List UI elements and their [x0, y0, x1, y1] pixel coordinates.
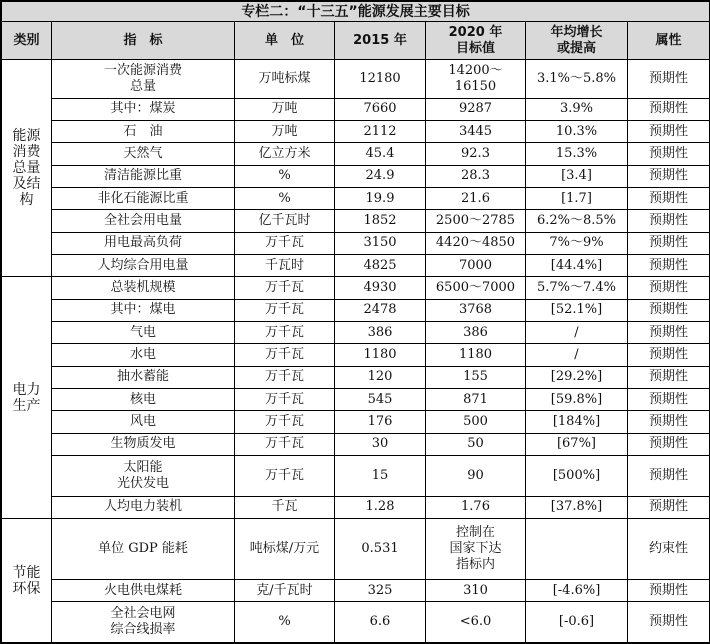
- attribute-cell: 预期性: [628, 210, 710, 232]
- unit-cell: 万千瓦: [235, 433, 335, 455]
- annual-growth-cell: [184%]: [526, 411, 628, 433]
- table-header-row: [2, 22, 710, 60]
- category-cell: [2, 60, 52, 277]
- target-2020-cell: 3445: [426, 120, 526, 142]
- attribute-cell: 约束性: [628, 519, 710, 580]
- annual-growth-cell: [-0.6]: [526, 602, 628, 643]
- indicator-cell: 清洁能源比重: [52, 165, 235, 187]
- indicator-cell: 火电供电煤耗: [52, 580, 235, 602]
- indicator-cell: 非化石能源比重: [52, 187, 235, 209]
- attribute-cell: 预期性: [628, 165, 710, 187]
- annual-growth-cell: [59.8%]: [526, 389, 628, 411]
- indicator-cell: 石 油: [52, 120, 235, 142]
- target-2020-cell: 14200～ 16150: [426, 60, 526, 99]
- unit-cell: 万千瓦: [235, 411, 335, 433]
- value-2015-cell: 30: [335, 433, 426, 455]
- annual-growth-cell: [526, 519, 628, 580]
- annual-growth-cell: [500%]: [526, 456, 628, 497]
- table-row: [2, 143, 710, 165]
- target-2020-cell: 9287: [426, 98, 526, 120]
- table-row: [2, 210, 710, 232]
- value-2015-cell: 176: [335, 411, 426, 433]
- table-row: [2, 187, 710, 209]
- value-2015-cell: 7660: [335, 98, 426, 120]
- header-category: 类别: [2, 22, 52, 60]
- annual-growth-cell: [3.4]: [526, 165, 628, 187]
- target-2020-cell: 50: [426, 433, 526, 455]
- value-2015-cell: 1.28: [335, 496, 426, 518]
- annual-growth-cell: [44.4%]: [526, 255, 628, 277]
- attribute-cell: 预期性: [628, 255, 710, 277]
- indicator-cell: 人均电力装机: [52, 496, 235, 518]
- value-2015-cell: 3150: [335, 232, 426, 254]
- annual-growth-cell: 3.1%～5.8%: [526, 60, 628, 99]
- value-2015-cell: 19.9: [335, 187, 426, 209]
- annual-growth-cell: [1.7]: [526, 187, 628, 209]
- table-row: [2, 389, 710, 411]
- target-2020-cell: 4420～4850: [426, 232, 526, 254]
- table-body: [2, 60, 710, 643]
- unit-cell: 吨标煤/万元: [235, 519, 335, 580]
- attribute-cell: 预期性: [628, 456, 710, 497]
- unit-cell: 万千瓦: [235, 456, 335, 497]
- attribute-cell: 预期性: [628, 143, 710, 165]
- attribute-cell: 预期性: [628, 602, 710, 643]
- table-row: [2, 322, 710, 344]
- header-2015: 2015 年: [335, 22, 426, 60]
- annual-growth-cell: [52.1%]: [526, 299, 628, 321]
- table-title: 专栏二：“十三五”能源发展主要目标: [2, 2, 710, 22]
- annual-growth-cell: /: [526, 344, 628, 366]
- unit-cell: %: [235, 602, 335, 643]
- value-2015-cell: 15: [335, 456, 426, 497]
- table-row: [2, 120, 710, 142]
- annual-growth-cell: 5.7%～7.4%: [526, 277, 628, 299]
- indicator-cell: 单位 GDP 能耗: [52, 519, 235, 580]
- indicator-cell: 气电: [52, 322, 235, 344]
- target-2020-cell: 21.6: [426, 187, 526, 209]
- attribute-cell: 预期性: [628, 389, 710, 411]
- annual-growth-cell: [37.8%]: [526, 496, 628, 518]
- value-2015-cell: 1180: [335, 344, 426, 366]
- annual-growth-cell: /: [526, 322, 628, 344]
- unit-cell: 亿立方米: [235, 143, 335, 165]
- table-row: [2, 456, 710, 497]
- header-2020-target: 2020 年 目标值: [426, 22, 526, 60]
- attribute-cell: 预期性: [628, 277, 710, 299]
- unit-cell: 万吨: [235, 120, 335, 142]
- unit-cell: 亿千瓦时: [235, 210, 335, 232]
- unit-cell: %: [235, 165, 335, 187]
- attribute-cell: 预期性: [628, 187, 710, 209]
- target-2020-cell: 310: [426, 580, 526, 602]
- value-2015-cell: 24.9: [335, 165, 426, 187]
- table-row: [2, 519, 710, 580]
- table-title-row: [2, 2, 710, 22]
- header-annual-growth: 年均增长 或提高: [526, 22, 628, 60]
- target-2020-cell: 1180: [426, 344, 526, 366]
- unit-cell: 万吨: [235, 98, 335, 120]
- table-row: [2, 433, 710, 455]
- attribute-cell: 预期性: [628, 60, 710, 99]
- table-row: [2, 232, 710, 254]
- target-2020-cell: 92.3: [426, 143, 526, 165]
- value-2015-cell: 4930: [335, 277, 426, 299]
- indicator-cell: 核电: [52, 389, 235, 411]
- header-attribute: 属性: [628, 22, 710, 60]
- annual-growth-cell: [67%]: [526, 433, 628, 455]
- unit-cell: 万千瓦: [235, 344, 335, 366]
- attribute-cell: 预期性: [628, 344, 710, 366]
- indicator-cell: 其中：煤电: [52, 299, 235, 321]
- unit-cell: 万千瓦: [235, 389, 335, 411]
- annual-growth-cell: 10.3%: [526, 120, 628, 142]
- indicator-cell: 生物质发电: [52, 433, 235, 455]
- value-2015-cell: 2112: [335, 120, 426, 142]
- target-2020-cell: 2500～2785: [426, 210, 526, 232]
- attribute-cell: 预期性: [628, 580, 710, 602]
- target-2020-cell: 1.76: [426, 496, 526, 518]
- header-unit: 单 位: [235, 22, 335, 60]
- unit-cell: 千瓦时: [235, 255, 335, 277]
- unit-cell: %: [235, 187, 335, 209]
- target-2020-cell: <6.0: [426, 602, 526, 643]
- target-2020-cell: 3768: [426, 299, 526, 321]
- indicator-cell: 水电: [52, 344, 235, 366]
- target-2020-cell: 7000: [426, 255, 526, 277]
- indicator-cell: 天然气: [52, 143, 235, 165]
- value-2015-cell: 386: [335, 322, 426, 344]
- category-cell: [2, 519, 52, 643]
- attribute-cell: 预期性: [628, 322, 710, 344]
- unit-cell: 万千瓦: [235, 299, 335, 321]
- attribute-cell: 预期性: [628, 433, 710, 455]
- value-2015-cell: 4825: [335, 255, 426, 277]
- annual-growth-cell: [29.2%]: [526, 366, 628, 388]
- annual-growth-cell: [-4.6%]: [526, 580, 628, 602]
- table-row: [2, 411, 710, 433]
- attribute-cell: 预期性: [628, 299, 710, 321]
- indicator-cell: 一次能源消费 总量: [52, 60, 235, 99]
- category-label: 电力生产: [12, 381, 41, 414]
- attribute-cell: 预期性: [628, 366, 710, 388]
- table-row: [2, 165, 710, 187]
- annual-growth-cell: 7%～9%: [526, 232, 628, 254]
- category-cell: [2, 277, 52, 519]
- indicator-cell: 人均综合用电量: [52, 255, 235, 277]
- unit-cell: 万千瓦: [235, 366, 335, 388]
- table-row: [2, 299, 710, 321]
- header-indicator: 指 标: [52, 22, 235, 60]
- attribute-cell: 预期性: [628, 496, 710, 518]
- target-2020-cell: 控制在 国家下达 指标内: [426, 519, 526, 580]
- table-row: [2, 277, 710, 299]
- target-2020-cell: 155: [426, 366, 526, 388]
- attribute-cell: 预期性: [628, 411, 710, 433]
- indicator-cell: 太阳能 光伏发电: [52, 456, 235, 497]
- table-row: [2, 366, 710, 388]
- attribute-cell: 预期性: [628, 120, 710, 142]
- value-2015-cell: 12180: [335, 60, 426, 99]
- target-2020-cell: 6500～7000: [426, 277, 526, 299]
- value-2015-cell: 120: [335, 366, 426, 388]
- value-2015-cell: 545: [335, 389, 426, 411]
- attribute-cell: 预期性: [628, 98, 710, 120]
- table-row: [2, 255, 710, 277]
- table-row: [2, 580, 710, 602]
- value-2015-cell: 1852: [335, 210, 426, 232]
- value-2015-cell: 45.4: [335, 143, 426, 165]
- target-2020-cell: 871: [426, 389, 526, 411]
- table-row: [2, 60, 710, 99]
- indicator-cell: 其中：煤炭: [52, 98, 235, 120]
- value-2015-cell: 325: [335, 580, 426, 602]
- energy-targets-table: [1, 1, 710, 643]
- unit-cell: 万千瓦: [235, 277, 335, 299]
- annual-growth-cell: 3.9%: [526, 98, 628, 120]
- indicator-cell: 全社会电网 综合线损率: [52, 602, 235, 643]
- indicator-cell: 全社会用电量: [52, 210, 235, 232]
- value-2015-cell: 2478: [335, 299, 426, 321]
- table-row: [2, 602, 710, 643]
- unit-cell: 万千瓦: [235, 232, 335, 254]
- indicator-cell: 抽水蓄能: [52, 366, 235, 388]
- target-2020-cell: 386: [426, 322, 526, 344]
- indicator-cell: 用电最高负荷: [52, 232, 235, 254]
- unit-cell: 万吨标煤: [235, 60, 335, 99]
- attribute-cell: 预期性: [628, 232, 710, 254]
- annual-growth-cell: 6.2%～8.5%: [526, 210, 628, 232]
- table-row: [2, 344, 710, 366]
- indicator-cell: 总装机规模: [52, 277, 235, 299]
- annual-growth-cell: 15.3%: [526, 143, 628, 165]
- category-label: 能源消费总量及结构: [12, 128, 41, 209]
- table-row: [2, 98, 710, 120]
- value-2015-cell: 6.6: [335, 602, 426, 643]
- target-2020-cell: 500: [426, 411, 526, 433]
- value-2015-cell: 0.531: [335, 519, 426, 580]
- target-2020-cell: 90: [426, 456, 526, 497]
- indicator-cell: 风电: [52, 411, 235, 433]
- unit-cell: 克/千瓦时: [235, 580, 335, 602]
- target-2020-cell: 28.3: [426, 165, 526, 187]
- table-row: [2, 496, 710, 518]
- unit-cell: 万千瓦: [235, 322, 335, 344]
- category-label: 节能环保: [12, 564, 41, 597]
- unit-cell: 千瓦: [235, 496, 335, 518]
